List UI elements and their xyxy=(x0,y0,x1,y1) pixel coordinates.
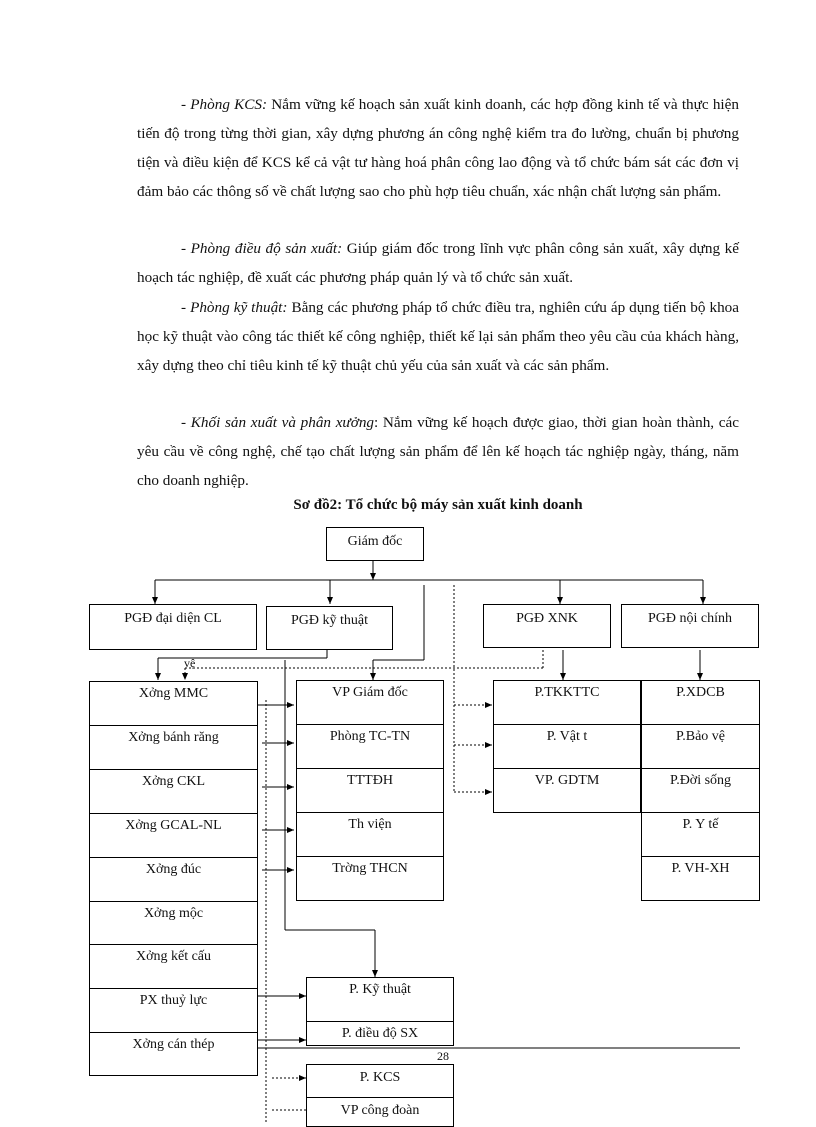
workshops-stack-2 xyxy=(89,944,258,1076)
page-number: 28 xyxy=(437,1049,449,1063)
list-item: P.Bảo vệ xyxy=(642,725,759,769)
list-item: Xởng bánh răng xyxy=(90,726,257,770)
list-item: TTTĐH xyxy=(297,769,443,813)
list-item: Xởng kết cấu xyxy=(90,945,257,989)
list-item: Xởng GCAL-NL xyxy=(90,814,257,858)
list-item: VP. GDTM xyxy=(534,773,600,788)
offices-stack xyxy=(296,680,444,901)
list-item: Xởng cán thép xyxy=(132,1037,215,1052)
list-item: P. Kỹ thuật xyxy=(307,978,453,1022)
para-text: Nắm vững kế hoạch sản xuất kinh doanh, các hợp đồng kinh tế và thực hiện tiến độ trong từng thời gian, xây dựng phương án công nghệ kiểm tra đo lường, chuẩn bị phương tiện và điều kiện để KCS kể cả vật tư hàng hoá phân công lao động và tổ chức bám sát các đơn vị đảm bảo các thông số về chất lượng sao cho phù hợp tiêu chuẩn, xác nhận chất lượng sản phẩm. xyxy=(137,96,739,200)
para-heading: Phòng kỹ thuật: xyxy=(190,299,288,316)
noi-chinh-stack xyxy=(641,680,760,901)
para-text: : Nắm vững kế hoạch được giao, thời gian hoàn thành, các yêu cầu về công nghệ, chế tạo chất lượng sản phẩm để lên kế hoạch tác nghiệp ngày, tháng, năm cho doanh nghiệp. xyxy=(137,414,739,489)
xnk-stack xyxy=(493,680,641,813)
paragraph-kcs: - Phòng KCS: Nắm vững kế hoạch sản xuất kinh doanh, các hợp đồng kinh tế và thực hiện tiến độ trong từng thời gian, xây dựng phương án công nghệ kiểm tra đo lường, chuẩn bị phương tiện và điều kiện để KCS kể cả vật tư hàng hoá phân công lao động và tổ chức bám sát các đơn vị đảm bảo các thông số về chất lượng sao cho phù hợp tiêu chuẩn, xác nhận chất lượng sản phẩm. xyxy=(137,96,739,200)
para-text: Giúp giám đốc trong lĩnh vực phân công sản xuất, xây dựng kế hoạch tác nghiệp, đề xuất các phương pháp quản lý và tổ chức sản xuất. xyxy=(137,240,739,286)
list-item: Xởng mộc xyxy=(143,906,204,921)
list-item: PX thuỷ lực xyxy=(90,989,257,1033)
paragraph-ky-thuat: - Phòng kỹ thuật: Bằng các phương pháp tổ chức điều tra, nghiên cứu áp dụng tiến bộ khoa học kỹ thuật vào công tác thiết kế công nghiệp, thiết kế lại sản phẩm theo yêu cầu của khách hàng, xây dựng theo chỉ tiêu kinh tế kỹ thuật chủ yếu của sản xuất và các sản phẩm. xyxy=(137,299,739,374)
list-item: P.TKKTTC xyxy=(494,681,640,725)
tech-stack xyxy=(306,977,454,1046)
para-heading: Phòng điều độ sản xuất: xyxy=(190,240,343,257)
cong-doan-box: VP công đoàn xyxy=(306,1097,454,1127)
pgd-noi-chinh-box: PGĐ nội chính xyxy=(621,604,759,648)
list-item: Trờng THCN xyxy=(332,861,408,876)
pgd-ky-thuat-box: PGĐ kỹ thuật xyxy=(266,606,393,650)
pgd-dai-dien-box: PGĐ đại diện CL xyxy=(89,604,257,650)
diagram-caption: Sơ đồ2: Tổ chức bộ máy sản xuất kinh doanh xyxy=(293,497,583,513)
list-item: Xởng đúc xyxy=(90,858,257,902)
paragraph-khoi-san-xuat: - Khối sản xuất và phân xưởng: Nắm vững kế hoạch được giao, thời gian hoàn thành, các yêu cầu về công nghệ, chế tạo chất lượng sản phẩm để lên kế hoạch tác nghiệp ngày, tháng, năm cho doanh nghiệp. xyxy=(137,414,739,489)
list-item: P.XDCB xyxy=(642,681,759,725)
list-item: VP Giám đốc xyxy=(297,681,443,725)
pgd-xnk-box: PGĐ XNK xyxy=(483,604,611,648)
list-item: P. VH-XH xyxy=(671,861,730,876)
list-item: P. điều độ SX xyxy=(341,1026,419,1041)
workshops-stack xyxy=(89,681,258,946)
para-text: Bằng các phương pháp tổ chức điều tra, nghiên cứu áp dụng tiến bộ khoa học kỹ thuật vào công tác thiết kế công nghiệp, thiết kế lại sản phẩm theo yêu cầu của khách hàng, xây dựng theo chỉ tiêu kinh tế kỹ thuật chủ yếu của sản xuất và các sản phẩm. xyxy=(137,299,739,374)
list-item: Xởng MMC xyxy=(90,682,257,726)
list-item: P. Y tế xyxy=(642,813,759,857)
list-item: Xởng CKL xyxy=(90,770,257,814)
paragraph-dieu-do: - Phòng điều độ sản xuất: Giúp giám đốc trong lĩnh vực phân công sản xuất, xây dựng kế hoạch tác nghiệp, đề xuất các phương pháp quản lý và tổ chức sản xuất. xyxy=(137,240,739,286)
giam-doc-box: Giám đốc xyxy=(326,527,424,561)
list-item: P. Vật t xyxy=(494,725,640,769)
para-heading: Phòng KCS: xyxy=(190,96,268,113)
ve-label: vệ xyxy=(184,656,196,670)
para-heading: Khối sản xuất và phân xưởng xyxy=(190,414,375,431)
list-item: P.Đời sống xyxy=(642,769,759,813)
list-item: Phòng TC-TN xyxy=(297,725,443,769)
kcs-box: P. KCS xyxy=(306,1064,454,1098)
list-item: Th viện xyxy=(297,813,443,857)
